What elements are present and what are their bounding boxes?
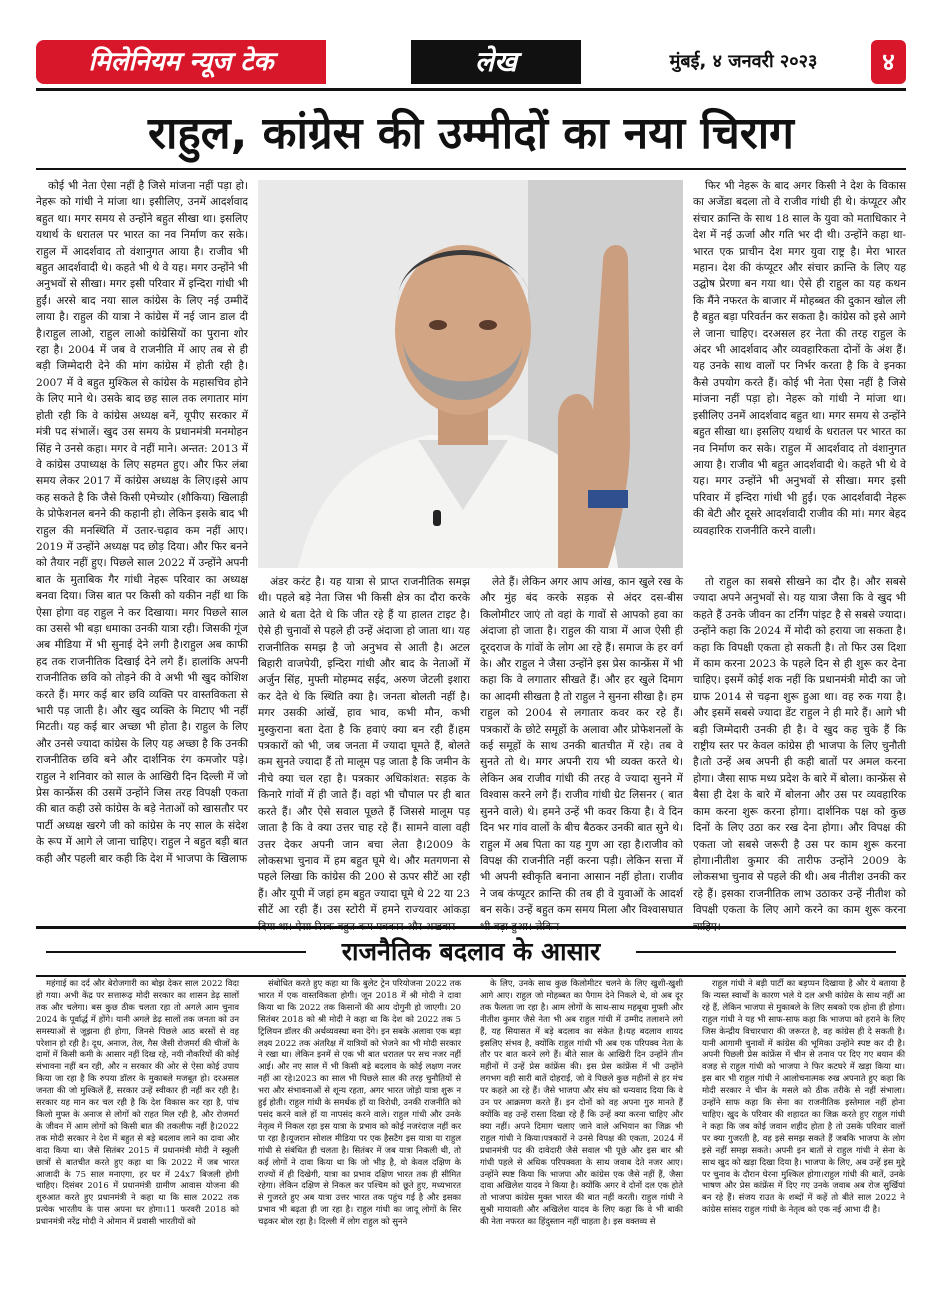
bottom-column-2: संबोधित करते हुए कहा था कि बुलेट ट्रेन परियोजना 2022 तक भारत में एक वास्तविकता होगी। जून 2018 में श्री मोदी ने दावा किया था कि 2022 तक किसानों की आय दोगुनी हो जाएगी। 20 सितंबर 2018 को श्री मोदी ने कहा था कि देश को 2022 तक 5 ट्रिलियन डॉलर की अर्थव्यवस्था बना देंगे। इन सबके अलावा एक बड़ा लक्ष्य 2022 तक अंतरिक्ष में यात्रियों को भेजने का भी मोदी सरकार ने रखा था। लेकिन इनमें से एक भी बात धरातल पर सच नजर नहीं आई। और नए साल में भी किसी बड़े बदलाव के कोई लक्षण नजर नहीं आ रहे।2023 का साल भी पिछले साल की तरह चुनौतियों से भरा और संभावनाओं से शून्य रहता, अगर भारत जोड़ो यात्रा शुरू न हुई होती। राहुल गांधी के समर्थक हों या विरोधी, उनकी राजनीति को पसंद करने वाले हों या नापसंद करने वाले। राहुल गांधी और उनके नेतृत्व में निकल रहा इस यात्रा के प्रभाव को कोई नजरंदाज नहीं कर पा रहा है।यूजरान सोशल मीडिया पर एक हैसटैग इस यात्रा या राहुल गांधी से संबंधित ही चलता है। सितंबर में जब यात्रा निकली थी, तो कई लोगों ने दावा किया था कि जो भीड़ है, वो केवल दक्षिण के राज्यों में ही दिखेगी, यात्रा का प्रभाव दक्षिण भारत तक ही सीमित रहेगा। लेकिन दक्षिण से निकल कर पश्चिम को छूते हुए, मध्यभारत से गुजरते हुए अब यात्रा उत्तर भारत तक पहुंच गई है और इसका प्रभाव भी बढ़ता ही जा रहा है। राहुल गांधी का जादू लोगों के सिर चढ़कर बोल रहा है। दिल्ली में लोग राहुल को सुनने <box>258 978 461 1227</box>
page-title: राहुल, कांग्रेस की उम्मीदों का नया चिराग <box>148 108 794 159</box>
page-number: ४ <box>871 40 906 84</box>
bottom-column-1: महंगाई का दर्द और बेरोजगारी का बोझ देकर साल 2022 विदा हो गया। अभी केंद्र पर सत्तारूढ़ मोदी सरकार का शासन डेढ़ सालों तक और चलेगा। बस कुछ ठीक चलता रहा तो अगले आम चुनाव 2024 के पूर्वार्द्ध में होंगे। यानी अगले डेढ़ सालों तक जनता को उन समस्याओं से जूझना ही होगा, जिनसे पिछले आठ बरसों से वह परेशान हो रही है। दूध, अनाज, तेल, गैस जैसी रोजमर्रा की चीजों के दामों में किसी कमी के आसार नहीं दिख रहे, नयी नौकरियों की कोई संभावना नहीं बन रही, और न सरकार की ओर से ऐसा कोई उपाय किया जा रहा है कि रुपया डॉलर के मुकाबले मजबूत हो। दरअसल जनता की जो मुश्किलें हैं, सरकार उन्हें स्वीकार ही नहीं कर रही है। सरकार यह मान कर चल रही है कि देश विकास कर रहा है, पांच किलो मुफ्त के अनाज से लोगों को राहत मिल रही है, और रोजमर्रा के जीवन में आम लोगों को किसी बात की तकलीफ नहीं है।2022 तक मोदी सरकार ने देश में बहुत से बड़े बदलाव लाने का दावा और वादा किया था। जैसे सितंबर 2015 में प्रधानमंत्री मोदी ने स्कूली छात्रों से बातचीत करते हुए कहा था कि 2022 में जब भारत आजादी के 75 साल मनाएगा, हर घर में 24x7 बिजली होगी चाहिए। दिसंबर 2016 में प्रधानमंत्री ग्रामीण आवास योजना की शुरुआत करते हुए प्रधानमंत्री ने कहा था कि साल 2022 तक प्रत्येक भारतीय के पास अपना घर होगा।11 फरवरी 2018 को प्रधानमंत्री नरेंद्र मोदी ने ओमान में प्रवासी भारतीयों को <box>36 978 239 1227</box>
bottom-column-3: के लिए, उनके साथ कुछ किलोमीटर चलने के लिए खुशी-खुशी आगे आए। राहुल जो मोहब्बत का पैगाम देने निकले थे, वो अब दूर तक फैलता जा रहा है। आम लोगों के साथ-साथ महबूबा मुफ्ती और नीतीश कुमार जैसे नेता भी अब राहुल गांधी में उम्मीद तलाशने लगे हैं, यह सियासत में बड़े बदलाव का संकेत है।यह बदलाव शायद इसलिए संभव है, क्योंकि राहुल गांधी भी अब एक परिपक्व नेता के तौर पर बात करने लगे हैं। बीते साल के आखिरी दिन उन्होंने तीन महीनों में उन्हें प्रेस कांफ्रेंस की। इस प्रेस कांफ्रेंस में भी उन्होंने लगभग वही सारी बातें दोहराईं, जो वे पिछले कुछ महीनों से हर मंच पर कहते आ रहे हैं। जैसे भाजपा और संघ को धन्यवाद दिया कि वे उन पर आक्रमण करते हैं। इन दोनों को वह अपना गुरु मानते हैं क्योंकि वह उन्हें रास्ता दिखा रहे हैं कि उन्हें क्या करना चाहिए और क्या नहीं। अपने दिमाग चलाए जाने वाले अभियान का जिक्र भी राहुल गांधी ने किया।पत्रकारों ने उनसे विपक्ष की एकता, 2024 में प्रधानमंत्री पद की दावेदारी जैसे सवाल भी पूछे और इस बार श्री गांधी पहले से अधिक परिपक्वता के साथ जवाब देते नजर आए। उन्होंने स्पष्ट किया कि भाजपा और कांग्रेस एक जैसे नहीं हैं, जैसा दावा अखिलेश यादव ने किया है। क्योंकि अगर वे दोनों दल एक होते तो भाजपा कांग्रेस मुक्त भारत की बात नहीं करती। राहुल गांधी ने सुश्री मायावती और अखिलेश यादव के लिए कहा कि वे भी बाकी की नेता नफरत का हिंदुस्तान नहीं चाहता है। इस वक्तव्य से <box>480 978 683 1227</box>
article-column-5: तो राहुल का सबसे सीखने का दौर है। और सबसे ज्यादा अपने अनुभवों से। यह यात्रा जैसा कि वे खुद भी कहते हैं उनके जीवन का टर्निंग पांइट है से सबसे ज्यादा।उन्होंने कहा कि 2024 में मोदी को हराया जा सकता है। कहा कि विपक्षी एकता हो सकती है। तो फिर उस दिशा में काम करना 2023 के पहले दिन से ही शुरू कर देना चाहिए। इसमें कोई शक नहीं कि प्रधानमंत्री मोदी का जो ग्राफ 2014 से चढ़ना शुरू हुआ था। वह रुक गया है। और इसमें सबसे ज्यादा डेंट राहुल ने ही मारे हैं। आगे भी बड़ी जिम्मेदारी उनकी ही है। वे खुद कह चुके हैं कि राष्ट्रीय स्तर पर केवल कांग्रेस ही भाजपा के लिए चुनौती है।तो उन्हें अब अपनी ही कही बातों पर अमल करना होगा। जैसा साफ मध्य प्रदेश के बारे में बोला। कान्फ्रेंस से बैसा ही देश के बारे में बोलना और उस पर व्यवहारिक काम करना शुरू करना होगा। दार्शनिक पक्ष को कुछ दिनों के लिए उठा कर रख देना होगा। और विपक्ष की एकता जो सबसे जरूरी है उस पर काम शुरू करना होगा।नीतीश कुमार की तारीफ उन्होंने 2009 के लोकसभा चुनाव से पहले की थी। अब नीतीश उनकी कर रहे हैं। इसका राजनीतिक लाभ उठाकर उन्हें नीतीश को विपक्षी एकता के लिए आगे करने का काम शुरू करना चाहिए। <box>693 576 906 933</box>
portrait-photo <box>258 180 683 568</box>
article-column-2: अंडर करंट है। यह यात्रा से प्राप्त राजनीतिक समझ थी। पहले बड़े नेता जिस भी किसी क्षेत्र का दौरा करके आते थे बता देते थे कि जीत रहे हैं या हालत टाइट है। ऐसे ही चुनावों से पहले ही उन्हें अंदाजा हो जाता था। यह राजनीतिक समझ है जो अनुभव से आती है। अटल बिहारी वाजपेयी, इन्दिरा गांधी और बाद के नेताओं में अर्जुन सिंह, मुफ्ती मोहम्मद सईद, अरुण जेटली इशारा कर देते थे कि स्थिति क्या है। जनता बोलती नहीं है। मगर उसकी आंखें, हाव भाव, कभी मौन, कभी मुस्कुराना बता देता है कि हवाएं क्या बन रही हैं।हम पत्रकारों को भी, जब जनता में ज्यादा घूमते हैं, बोलते कम सुनते ज्यादा हैं तो मालूम पड़ जाता है कि जमीन के नीचे क्या चल रहा है। पत्रकार अधिकांशत: सड़क के किनारे गांवों में ही जाते हैं। वहां भी चौपाल पर ही बात करते हैं। और ऐसे सवाल पूछते हैं जिससे मालूम पड़ जाता है कि वे क्या उत्तर चाह रहे हैं। सामने वाला वही उत्तर देकर अपनी जान बचा लेता है।2009 के लोकसभा चुनाव में हम बहुत घूमे थे। और मतगणना से पहले लिखा कि कांग्रेस की 200 से ऊपर सीटें आ रही हैं। और यूपी में जहां हम बहुत ज्यादा घूमे थे 22 या 23 सीटें आ रही हैं। उस स्टोरी में हमने राज्यवार आंकड़ा दिया था। ऐसा रिस्क बहुत कम पत्रकार और अखबार <box>258 576 470 933</box>
article-column-3: लेते हैं। लेकिन अगर आप आंख, कान खुले रख के और मुंह बंद करके सड़क से अंदर दस-बीस किलोमीटर जाएं तो वहां के गावों से आपको हवा का अंदाजा हो जाता है। राहुल की यात्रा में आज ऐसी ही दूरदराज के गांवों के लोग आ रहे हैं। समाज के हर वर्ग के। और राहुल ने जैसा उन्होंने इस प्रेस कान्फ्रेंस में भी कहा कि वे लगातार सीखते हैं। और हर खुले दिमाग का आदमी सीखता है तो राहुल ने सुनना सीखा है। हम राहुल को 2004 से लगातार कवर कर रहे हैं। पत्रकारों के छोटे समूहों के अलावा और प्रोफेशनलों के कई समूहों के साथ उनकी बातचीत में रहे। तब वे सुनते तो थे। मगर अपनी राय भी व्यक्त करते थे। लेकिन अब राजीव गांधी की तरह वे ज्यादा सुनने में विश्वास करने लगे हैं। राजीव गांधी ग्रेट लिसनर ( बात सुनने वाले) थे। हमने उन्हें भी कवर किया है। वे दिन दिन भर गांव वालों के बीच बैठकर उनकी बात सुने थे। राहुल में अब पिता का यह गुण आ रहा है।राजीव को विपक्ष की राजनीति नहीं करना पड़ी। लेकिन सत्ता में भी अपनी स्वीकृति बनाना आसान नहीं होता। राजीव ने जब कंप्यूटर क्रान्ति की तब ही वे युवाओं के आदर्श बन सके। उन्हें बहुत कम समय मिला और विश्वासघात भी बड़ा हुआ। लेकिन <box>480 576 683 933</box>
section-label: लेख <box>411 40 581 84</box>
brand-logo: मिलेनियम न्यूज टेक <box>36 40 326 84</box>
headline-rule <box>36 168 906 170</box>
portrait-illustration <box>258 180 683 568</box>
bottom-column-4: राहुल गांधी ने बड़ी पार्टी का बड़प्पन दिखाया है और ये बताया है कि न्यस्त स्वार्थों के कारण भले ये दल अभी कांग्रेस के साथ नहीं आ रहे हैं, लेकिन भाजपा से मुकाबले के लिए सबको एक होना ही होगा। राहुल गांधी ने यह भी साफ-साफ कहा कि भाजपा को हराने के लिए जिस केन्द्रीय विचारधारा की जरूरत है, वह कांग्रेस ही दे सकती है। यानी आगामी चुनावों में कांग्रेस की भूमिका उन्होंने स्पष्ट कर दी है।अपनी पिछली प्रेस कांफ्रेंस में चीन से तनाव पर दिए गए बयान की वजह से राहुल गांधी को भाजपा ने फिर कटघरे में खड़ा किया था। इस बार भी राहुल गांधी ने आलोचनात्मक रुख अपनाते हुए कहा कि मोदी सरकार ने चीन के मसले को ठीक तरीके से नहीं संभाला। उन्होंने साफ कहा कि सेना का राजनीतिक इस्तेमाल नहीं होना चाहिए। खुद के परिवार की शहादत का जिक्र करते हुए राहुल गांधी ने कहा कि जब कोई जवान शहीद होता है तो उसके परिवार वालों पर क्या गुजरती है, वह इसे समझ सकते हैं जबकि भाजपा के लोग इसे नहीं समझ सकते। अपनी इन बातों से राहुल गांधी ने सेना के साथ खुद को खड़ा दिखा दिया है। भाजपा के लिए, अब उन्हें इस मुद्दे पर चुनाव के दौरान घेरना मुश्किल होगा।राहुल गांधी की बातें, उनके भाषण और प्रेस कांफ्रेंस में दिए गए उनके जवाब अब रोज सुर्खियां बन रहे हैं। संजय राउत के शब्दों में कहें तो बीते साल 2022 ने कांग्रेस सांसद राहुल गांधी के नेतृत्व को एक नई आभा दी है। <box>702 978 905 1215</box>
masthead-rule <box>36 88 906 91</box>
article-column-4: फिर भी नेहरू के बाद अगर किसी ने देश के विकास का अजेंडा बदला तो वे राजीव गांधी ही थे। कंप्यूटर और संचार क्रान्ति के साथ 18 साल के युवा को मताधिकार ने देश में नई ऊर्जा और गति भर दी थी। उन्होंने कहा था-भारत एक प्राचीन देश मगर युवा राष्ट्र है। मेरा भारत महान। देश की कंप्यूटर और संचार क्रान्ति के लिए यह उद्घोष प्रेरणा बन गया था। ऐसे ही राहुल का यह कथन कि मैंने नफरत के बाजार में मोहब्बत की दुकान खोल ली है बहुत बड़ा परिवर्तन कर सकता है। कांग्रेस को इसे आगे ले जाना चाहिए। दरअसल हर नेता की तरह राहुल के अंदर भी आदर्शवाद और व्यवहारिकता दोनों के अंश हैं। यह उनके साथ वालों पर निर्भर करता है कि वे इनका कैसे उपयोग करते हैं। कोई भी नेता ऐसा नहीं है जिसे मांजना नहीं पड़ा हो। नेहरू को गांधी ने मांजा था। इसीलिए उनमें आदर्शवाद बहुत था। मगर समय से उन्होंने बहुत सीखा था। इसलिए यथार्थ के धरातल पर भारत का नव निर्माण कर सके। राहुल में आदर्शवाद तो वंशानुगत आया है। राजीव भी बहुत आदर्शवादी थे। कहते भी थे वे यह। मगर उन्होंने भी अनुभवों से सीखा। मगर इसी परिवार में इन्दिरा गांधी भी हुईं। एक आदर्शवादी नेहरू की बेटी और दूसरे आदर्शवादी राजीव की मां। मगर बेहद व्यवहारिक राजनीति करने वाली। <box>693 180 906 537</box>
dateline: मुंबई, ४ जनवरी २०२३ <box>669 51 818 72</box>
masthead <box>36 40 906 84</box>
article-column-1: कोई भी नेता ऐसा नहीं है जिसे मांजना नहीं पड़ा हो। नेहरू को गांधी ने मांजा था। इसीलिए, उनमें आदर्शवाद बहुत था। मगर समय से उन्होंने बहुत सीखा था। इसलिए यथार्थ के धरातल पर भारत का नव निर्माण कर सके। राहुल में आदर्शवाद तो वंशानुगत आया है। राजीव भी बहुत आदर्शवादी थे। कहते भी थे वे यह। मगर उन्होंने भी अनुभवों से सीखा। मगर इसी परिवार में इन्दिरा गांधी भी हुईं। अरसे बाद नया साल कांग्रेस के लिए नई उम्मीदें लाया है। राहुल की यात्रा ने कांग्रेस में नई जान डाल दी है।राहुल लाओ, राहुल लाओ कांग्रेसियों का पुराना शोर रहा है। 2004 में जब वे राजनीति में आए तब से ही बड़ी जिम्मेदारी देने की मांग कांग्रेस में होती रही है। 2007 में वे बहुत मुश्किल से कांग्रेस के महासचिव होने के लिए माने थे। उसके बाद छह साल तक लगातार मांग होती रही कि वे कांग्रेस अध्यक्ष बनें, यूपीए सरकार में मंत्री पद संभालें। खुद उस समय के प्रधानमंत्री मनमोहन सिंह ने उनसे कहा। मगर वे नहीं माने। अन्तत: 2013 में वे कांग्रेस उपाध्यक्ष के लिए सहमत हुए। और फिर लंबा समय लेकर 2017 में कांग्रेस अध्यक्ष के लिए।इसे आप कह सकते है कि जैसे किसी एमेच्योर (शौकिया) खिलाड़ी के प्रोफेशनल बनने की कहानी हो। लेकिन इसके बाद भी राहुल की मनस्थिति में उतार-चढ़ाव कम नहीं आए। 2019 में उन्होंने अध्यक्ष पद छोड़ दिया। और फिर बनने को तैयार नहीं हुए। पिछले साल 2022 में उन्होंने अपनी बात के मुताबिक गैर गांधी नेहरू परिवार का अध्यक्ष बनवा दिया। जिस बात पर किसी को यकीन नहीं था कि ऐसा होगा वह राहुल ने कर दिखाया। मगर पिछले साल का उससे भी बड़ा धमाका उनकी यात्रा रही। जिसकी गूंज अब मीडिया में भी सुनाई देने लगी है।राहुल अब काफी हद तक राजनीतिक दिखाई देने लगे हैं। हालांकि अपनी राजनीतिक छवि को तोड़ने की वे अभी भी खुद कोशिश करते हैं। मगर कई बार छवि व्यक्ति पर वास्तविकता से भारी पड़ जाती है। और खुद व्यक्ति के मिटाए भी नहीं मिटती। यह कई बार अच्छा भी होता है। राहुल के लिए और उनसे ज्यादा कांग्रेस के लिए यह अच्छा है कि उनकी राजनीतिक छवि बने और दार्शनिक रंग कमजोर पड़े।राहुल ने शनिवार को साल के आखिरी दिन दिल्ली में जो प्रेस कान्फ्रेंस की उसमें उन्होंने जिस तरह विपक्षी एकता की बात कही उसे कांग्रेस के बड़े नेताओं को खासतौर पर पार्टी अध्यक्ष खरगे जी को कांग्रेस के नए साल के संदेश के रूप में आगे ले जाना चाहिए। राहुल ने बहुत बड़ी बात कही और पहली बार कही कि देश में भाजपा के खिलाफ <box>36 180 248 865</box>
section-subhead: राजनैतिक बदलाव के आसार <box>341 937 601 966</box>
subhead-band <box>36 926 906 977</box>
